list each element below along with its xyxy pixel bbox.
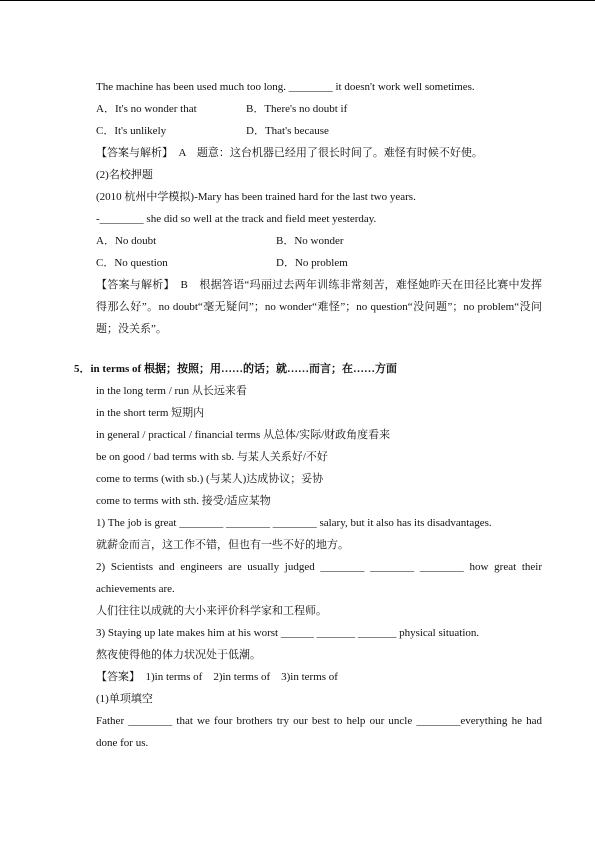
q2-option-c: C．No question: [96, 257, 168, 269]
example-1-cn: 就薪金而言，这工作不错，但也有一些不好的地方。: [96, 539, 349, 551]
q1-stem: The machine has been used much too long. ________ it doesn't work well sometimes.: [96, 81, 475, 93]
q2-stem: -________ she did so well at the track and field meet yesterday.: [96, 213, 377, 225]
example-3-cn: 熬夜使得他的体力状况处于低潮。: [96, 649, 261, 661]
section5-question-stem: Father ________ that we four brothers try our best to help our uncle ________everything he had done for us.: [96, 715, 542, 749]
q2-option-b: B．No wonder: [276, 235, 344, 247]
q2-option-a: A．No doubt: [96, 235, 157, 247]
example-2-en: 2) Scientists and engineers are usually judged ________ ________ ________ how great their achievements are.: [96, 561, 542, 595]
phrase-item: in the long term / run 从长远来看: [96, 385, 247, 397]
example-2-cn: 人们往往以成就的大小来评价科学家和工程师。: [96, 605, 327, 617]
section-gap: [96, 340, 542, 358]
phrase-item: come to terms (with sb.) (与某人)达成协议；妥协: [96, 473, 324, 485]
q1-option-d: D．That's because: [246, 125, 329, 137]
section5-answer: 【答案】 1)in terms of 2)in terms of 3)in terms of: [96, 671, 338, 683]
q2-options-row-2: [96, 252, 542, 274]
phrase-item: come to terms with sth. 接受/适应某物: [96, 495, 271, 507]
q1-option-c: C．It's unlikely: [96, 125, 167, 137]
q1-options-row-1: [96, 98, 542, 120]
q2-option-d: D．No problem: [276, 257, 348, 269]
section5-title: 5．in terms of 根据；按照；用……的话；就……而言；在……方面: [74, 363, 397, 375]
example-1-en: 1) The job is great ________ ________ ________ salary, but it also has its disadvantages.: [96, 517, 492, 529]
q2-answer: 【答案与解析】 B 根据答语“玛丽过去两年训练非常刻苦，难怪她昨天在田径比赛中发挥得那么好”。no doubt“毫无疑问”；no wonder“难怪”；no question“没问题”；no problem“没问题；没关系”。: [96, 279, 542, 335]
example-3-en: 3) Staying up late makes him at his worst ______ _______ _______ physical situation.: [96, 627, 480, 639]
q1-options-row-2: [96, 120, 542, 142]
q1-option-a: A．It's no wonder that: [96, 103, 197, 115]
top-rule: [0, 0, 595, 1]
q2-options-row-1: [96, 230, 542, 252]
q1-option-b: B．There's no doubt if: [246, 103, 348, 115]
phrase-item: be on good / bad terms with sb. 与某人关系好/不好: [96, 451, 328, 463]
section5-sub-heading: (1)单项填空: [96, 693, 153, 705]
phrase-item: in the short term 短期内: [96, 407, 205, 419]
document-body: [74, 76, 542, 754]
phrase-item: in general / practical / financial terms 从总体/实际/财政角度看来: [96, 429, 391, 441]
q2-source: (2010 杭州中学模拟)-Mary has been trained hard for the last two years.: [96, 191, 416, 203]
q2-heading: (2)名校押题: [96, 169, 153, 181]
q1-answer: 【答案与解析】 A 题意：这台机器已经用了很长时间了。难怪有时候不好使。: [96, 147, 483, 159]
